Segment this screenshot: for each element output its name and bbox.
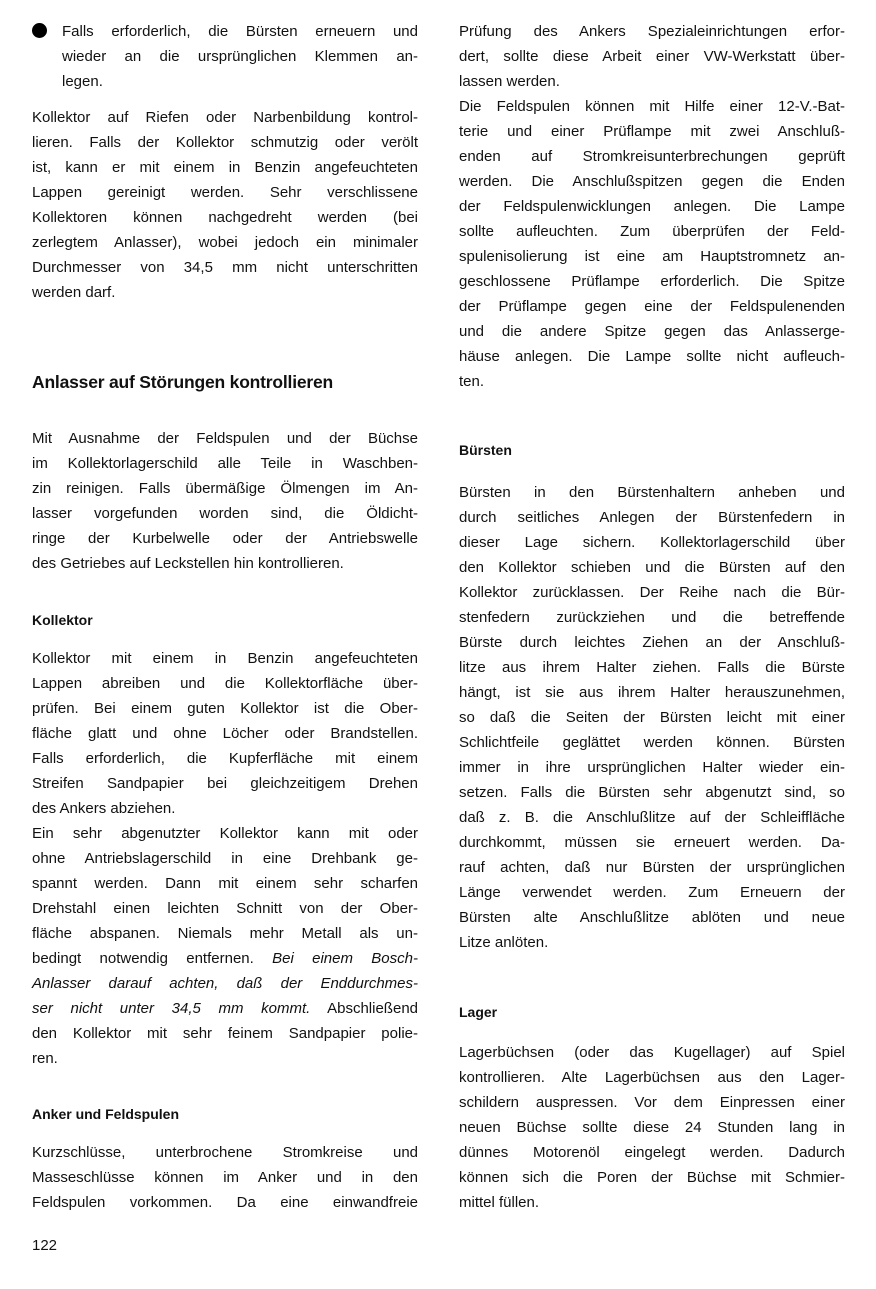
text-line-mixed bbox=[32, 946, 418, 971]
text-line: Masseschlüsse können im Anker und in den bbox=[32, 1169, 418, 1186]
italic-emphasis: Bei einem Bosch- bbox=[272, 950, 418, 967]
text-line: ten. bbox=[459, 373, 485, 390]
page-number: 122 bbox=[32, 1237, 58, 1254]
text-line: setzen. Falls die Bürsten sehr abgenutzt sind, so bbox=[459, 784, 845, 801]
text-line: dert, sollte diese Arbeit einer VW-Werkstatt über- bbox=[459, 48, 845, 65]
text-span: Abschließend bbox=[310, 1000, 418, 1017]
text-line: ringe der Kurbelwelle oder der Antriebswelle bbox=[32, 530, 418, 547]
text-span: bedingt notwendig entfernen. bbox=[32, 950, 273, 967]
text-line: des Ankers abziehen. bbox=[32, 800, 176, 817]
text-line: terie und einer Prüflampe mit zwei Anschluß- bbox=[459, 123, 845, 140]
text-line: so daß die Seiten der Bürsten leicht mit einer bbox=[459, 709, 845, 726]
text-line: Schlichtfeile geglättet werden können. Bürsten bbox=[459, 734, 845, 751]
text-line: mittel füllen. bbox=[459, 1194, 540, 1211]
text-line: Drehstahl einen leichten Schnitt von der Ober- bbox=[32, 900, 418, 917]
text-line: geschlossene Prüflampe erforderlich. Die Spitze bbox=[459, 273, 845, 290]
text-line: Lappen gereinigt werden. Sehr verschlissene bbox=[32, 184, 418, 201]
text-line: durchkommt, müssen sie erneuert werden. Da- bbox=[459, 834, 845, 851]
text-line: stenfedern zurückziehen und die betreffende bbox=[459, 609, 845, 626]
text-line: Die Feldspulen können mit Hilfe einer 12-V.-Bat- bbox=[459, 98, 845, 115]
text-line: lieren. Falls der Kollektor schmutzig oder verölt bbox=[32, 134, 418, 151]
text-line: Lappen abreiben und die Kollektorfläche über- bbox=[32, 675, 418, 692]
text-line: Prüfung des Ankers Spezialeinrichtungen erfor- bbox=[459, 23, 845, 40]
text-line: Bürsten in den Bürstenhaltern anheben und bbox=[459, 484, 845, 501]
bullet-text-line: wieder an die ursprünglichen Klemmen an- bbox=[62, 48, 418, 65]
text-line: neuen Büchse sollte diese 24 Stunden lang in bbox=[459, 1119, 845, 1136]
text-line: prüfen. Bei einem guten Kollektor ist die Ober- bbox=[32, 700, 418, 717]
text-line: Kollektor mit einem in Benzin angefeuchteten bbox=[32, 650, 418, 667]
text-line: den Kollektor schieben und die Bürsten auf den bbox=[459, 559, 845, 576]
text-line: spulenisolierung ist eine am Hauptstromnetz an- bbox=[459, 248, 845, 265]
text-line: Streifen Sandpapier bei gleichzeitigem Drehen bbox=[32, 775, 418, 792]
text-line: schildern auspressen. Vor dem Einpressen einer bbox=[459, 1094, 845, 1111]
text-line: der Prüflampe gegen eine der Feldspulenenden bbox=[459, 298, 845, 315]
text-line: zin reinigen. Falls übermäßige Ölmengen im An- bbox=[32, 480, 418, 497]
text-line: daß z. B. die Anschlußlitze auf der Schleiffläche bbox=[459, 809, 845, 826]
text-line: rauf achten, daß nur Bürsten der ursprünglichen bbox=[459, 859, 845, 876]
text-line: häuse anlegen. Die Lampe sollte nicht aufleuch- bbox=[459, 348, 845, 365]
subheading-kollektor: Kollektor bbox=[32, 612, 93, 628]
text-line: Kollektoren können nachgedreht werden (bei bbox=[32, 209, 418, 226]
text-line: kontrollieren. Alte Lagerbüchsen aus den Lager- bbox=[459, 1069, 845, 1086]
text-line: zerlegtem Anlasser), wobei jedoch ein minimaler bbox=[32, 234, 418, 251]
text-line: enden auf Stromkreisunterbrechungen geprüft bbox=[459, 148, 845, 165]
text-line: den Kollektor mit sehr feinem Sandpapier polie- bbox=[32, 1025, 418, 1042]
text-line: lassen werden. bbox=[459, 73, 560, 90]
text-line: Kollektor zurücklassen. Der Reihe nach die Bür- bbox=[459, 584, 845, 601]
text-line: können sich die Poren der Büchse mit Schmier- bbox=[459, 1169, 845, 1186]
text-line: werden. Die Anschlußspitzen gegen die Enden bbox=[459, 173, 845, 190]
text-line: ist, kann er mit einem in Benzin angefeuchteten bbox=[32, 159, 418, 176]
text-line: Ein sehr abgenutzter Kollektor kann mit oder bbox=[32, 825, 418, 842]
bullet-dot-icon bbox=[32, 23, 47, 38]
text-line: und die andere Spitze gegen das Anlasserge- bbox=[459, 323, 845, 340]
text-line: litze aus ihrem Halter ziehen. Falls die Bürste bbox=[459, 659, 845, 676]
text-line: sollte aufleuchten. Zum überprüfen der Feld- bbox=[459, 223, 845, 240]
bullet-text-line: Falls erforderlich, die Bürsten erneuern und bbox=[62, 23, 418, 40]
text-line: Feldspulen vorkommen. Da eine einwandfreie bbox=[32, 1194, 418, 1211]
text-line: immer in ihre ursprünglichen Halter wieder ein- bbox=[459, 759, 845, 776]
text-line: im Kollektorlagerschild alle Teile in Waschben- bbox=[32, 455, 418, 472]
text-line: ohne Antriebslagerschild in eine Drehbank ge- bbox=[32, 850, 418, 867]
text-line: werden darf. bbox=[32, 284, 116, 301]
subheading-anker-feldspulen: Anker und Feldspulen bbox=[32, 1106, 180, 1122]
text-line: hängt, ist sie aus ihrem Halter herauszunehmen, bbox=[459, 684, 845, 701]
text-line: Kollektor auf Riefen oder Narbenbildung kontrol- bbox=[32, 109, 418, 126]
text-line: Mit Ausnahme der Feldspulen und der Büchse bbox=[32, 430, 418, 447]
text-line: ren. bbox=[32, 1050, 58, 1067]
subheading-buersten: Bürsten bbox=[459, 442, 512, 458]
text-line: dünnes Motorenöl eingelegt werden. Dadurch bbox=[459, 1144, 845, 1161]
text-line: Durchmesser von 34,5 mm nicht unterschritten bbox=[32, 259, 418, 276]
text-line: Bürsten alte Anschlußlitze ablöten und neue bbox=[459, 909, 845, 926]
section-heading: Anlasser auf Störungen kontrollieren bbox=[32, 372, 334, 392]
text-line: dieser Lage sichern. Kollektorlagerschild über bbox=[459, 534, 845, 551]
text-line: fläche glatt und ohne Löcher oder Brandstellen. bbox=[32, 725, 418, 742]
text-line: des Getriebes auf Leckstellen hin kontrollieren. bbox=[32, 555, 344, 572]
text-line: spannt werden. Dann mit einem sehr scharfen bbox=[32, 875, 418, 892]
text-line: Falls erforderlich, die Kupferfläche mit einem bbox=[32, 750, 418, 767]
bullet-text-line: legen. bbox=[62, 73, 103, 90]
text-line-mixed bbox=[32, 996, 418, 1021]
text-line: der Feldspulenwicklungen anlegen. Die Lampe bbox=[459, 198, 845, 215]
subheading-lager: Lager bbox=[459, 1004, 498, 1020]
text-line: Kurzschlüsse, unterbrochene Stromkreise und bbox=[32, 1144, 418, 1161]
text-line: Litze anlöten. bbox=[459, 934, 549, 951]
text-line: Bürste durch leichtes Ziehen an der Anschluß- bbox=[459, 634, 845, 651]
text-line: Lagerbüchsen (oder das Kugellager) auf Spiel bbox=[459, 1044, 845, 1061]
text-line: lasser vorgefunden worden sind, die Öldicht- bbox=[32, 505, 418, 522]
text-line: fläche abspanen. Niemals mehr Metall als un- bbox=[32, 925, 418, 942]
text-line: durch seitliches Anlegen der Bürstenfedern in bbox=[459, 509, 845, 526]
italic-emphasis-line: Anlasser darauf achten, daß der Enddurchmes- bbox=[32, 975, 418, 992]
text-line: Länge verwendet werden. Zum Erneuern der bbox=[459, 884, 845, 901]
italic-emphasis: ser nicht unter 34,5 mm kommt. bbox=[32, 1000, 311, 1017]
